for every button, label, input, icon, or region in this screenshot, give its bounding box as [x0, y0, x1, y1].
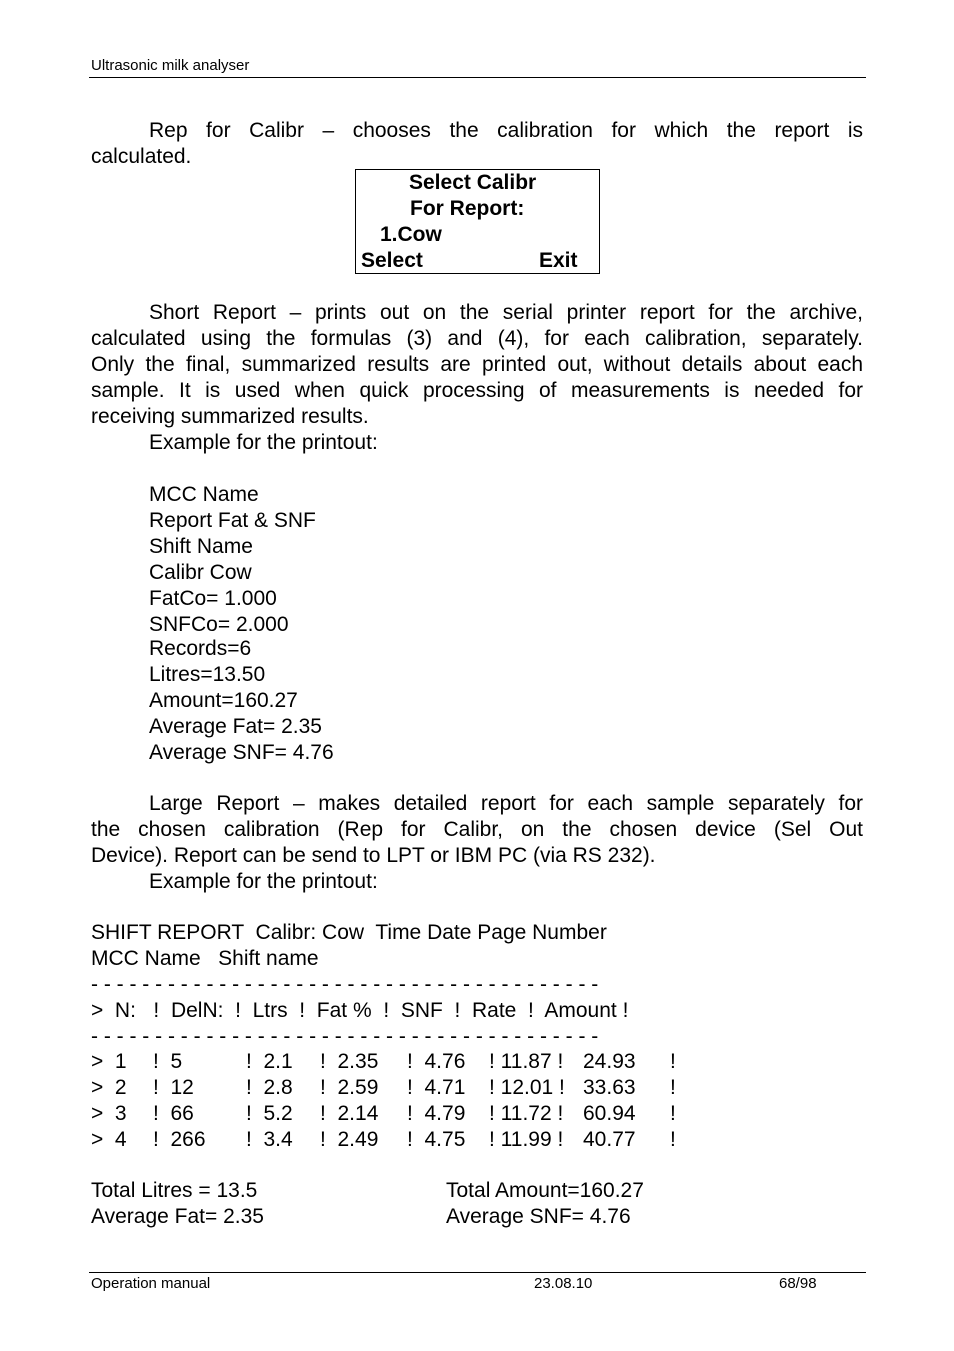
- rep-calibr-line2: calculated.: [91, 145, 192, 168]
- cell-amount: 60.94: [583, 1102, 636, 1125]
- printout-line: Average SNF= 4.76: [149, 741, 334, 764]
- cell-amount: 24.93: [583, 1050, 636, 1073]
- cell-rate: ! 11.87 !: [489, 1050, 564, 1073]
- dash-separator: - - - - - - - - - - - - - - - - - - - - - - - - - - - - - - - - - - - - - - - -: [91, 1025, 599, 1048]
- footer-page-number: 68/98: [779, 1275, 817, 1292]
- cell-end: !: [670, 1076, 676, 1099]
- cell-amount: 33.63: [583, 1076, 636, 1099]
- large-example-label: Example for the printout:: [149, 870, 378, 893]
- cell-deln: ! 5: [153, 1050, 183, 1073]
- cell-ltrs: ! 5.2: [246, 1102, 293, 1125]
- rep-calibr-line1: Rep for Calibr – chooses the calibration for which the report is: [149, 119, 863, 142]
- cell-ltrs: ! 3.4: [246, 1128, 293, 1151]
- printout-line: Amount=160.27: [149, 689, 298, 712]
- cell-snf: ! 4.79: [407, 1102, 466, 1125]
- cell-end: !: [670, 1050, 676, 1073]
- cell-fat: ! 2.35: [320, 1050, 379, 1073]
- footer-rule: [89, 1272, 866, 1273]
- lcd-select-softkey: Select: [361, 249, 423, 272]
- cell-fat: ! 2.59: [320, 1076, 379, 1099]
- printout-line: MCC Name: [149, 483, 259, 506]
- cell-n: > 1: [91, 1050, 127, 1073]
- shift-report-subheader: MCC Name Shift name: [91, 947, 319, 970]
- large-report-line2: the chosen calibration (Rep for Calibr, on the chosen device (Sel Out: [91, 818, 863, 841]
- footer-date: 23.08.10: [534, 1275, 593, 1292]
- average-fat: Average Fat= 2.35: [91, 1205, 264, 1228]
- lcd-display: [355, 169, 600, 274]
- short-report-line4: sample. It is used when quick processing of measurements is needed for: [91, 379, 863, 402]
- short-report-line5: receiving summarized results.: [91, 405, 369, 428]
- cell-deln: ! 266: [153, 1128, 206, 1151]
- cell-end: !: [670, 1128, 676, 1151]
- page-header: Ultrasonic milk analyser: [91, 57, 250, 74]
- large-report-line1: Large Report – makes detailed report for each sample separately for: [149, 792, 863, 815]
- lcd-line1: Select Calibr: [409, 171, 537, 194]
- cell-fat: ! 2.49: [320, 1128, 379, 1151]
- cell-snf: ! 4.75: [407, 1128, 466, 1151]
- total-amount: Total Amount=160.27: [446, 1179, 644, 1202]
- cell-deln: ! 12: [153, 1076, 194, 1099]
- cell-n: > 2: [91, 1076, 127, 1099]
- average-snf: Average SNF= 4.76: [446, 1205, 631, 1228]
- cell-ltrs: ! 2.1: [246, 1050, 293, 1073]
- short-example-label: Example for the printout:: [149, 431, 378, 454]
- table-header: > N: ! DelN: ! Ltrs ! Fat % ! SNF ! Rate ! Amount !: [91, 999, 629, 1022]
- printout-line: Records=6: [149, 637, 252, 660]
- printout-line: FatCo= 1.000: [149, 587, 277, 610]
- header-rule: [89, 77, 866, 78]
- dash-separator: - - - - - - - - - - - - - - - - - - - - - - - - - - - - - - - - - - - - - - - -: [91, 973, 599, 996]
- printout-line: Report Fat & SNF: [149, 509, 316, 532]
- cell-deln: ! 66: [153, 1102, 194, 1125]
- printout-line: Average Fat= 2.35: [149, 715, 322, 738]
- lcd-line3: 1.Cow: [380, 223, 442, 246]
- short-report-line2: calculated using the formulas (3) and (4), for each calibration, separately.: [91, 327, 863, 350]
- cell-n: > 3: [91, 1102, 127, 1125]
- cell-rate: ! 12.01 !: [489, 1076, 565, 1099]
- short-report-line1: Short Report – prints out on the serial printer report for the archive,: [149, 301, 863, 324]
- cell-n: > 4: [91, 1128, 127, 1151]
- cell-rate: ! 11.99 !: [489, 1128, 564, 1151]
- cell-amount: 40.77: [583, 1128, 636, 1151]
- large-report-line3: Device). Report can be send to LPT or IBM PC (via RS 232).: [91, 844, 656, 867]
- cell-snf: ! 4.76: [407, 1050, 466, 1073]
- short-report-line3: Only the final, summarized results are printed out, without details about each: [91, 353, 863, 376]
- printout-line: SNFCo= 2.000: [149, 613, 289, 636]
- cell-snf: ! 4.71: [407, 1076, 466, 1099]
- lcd-line2: For Report:: [410, 197, 525, 220]
- printout-line: Litres=13.50: [149, 663, 266, 686]
- printout-line: Calibr Cow: [149, 561, 252, 584]
- footer-title: Operation manual: [91, 1275, 211, 1292]
- shift-report-header: SHIFT REPORT Calibr: Cow Time Date Page Number: [91, 921, 607, 944]
- cell-ltrs: ! 2.8: [246, 1076, 293, 1099]
- printout-line: Shift Name: [149, 535, 253, 558]
- cell-fat: ! 2.14: [320, 1102, 379, 1125]
- cell-end: !: [670, 1102, 676, 1125]
- cell-rate: ! 11.72 !: [489, 1102, 564, 1125]
- lcd-exit-softkey: Exit: [539, 249, 578, 272]
- total-litres: Total Litres = 13.5: [91, 1179, 258, 1202]
